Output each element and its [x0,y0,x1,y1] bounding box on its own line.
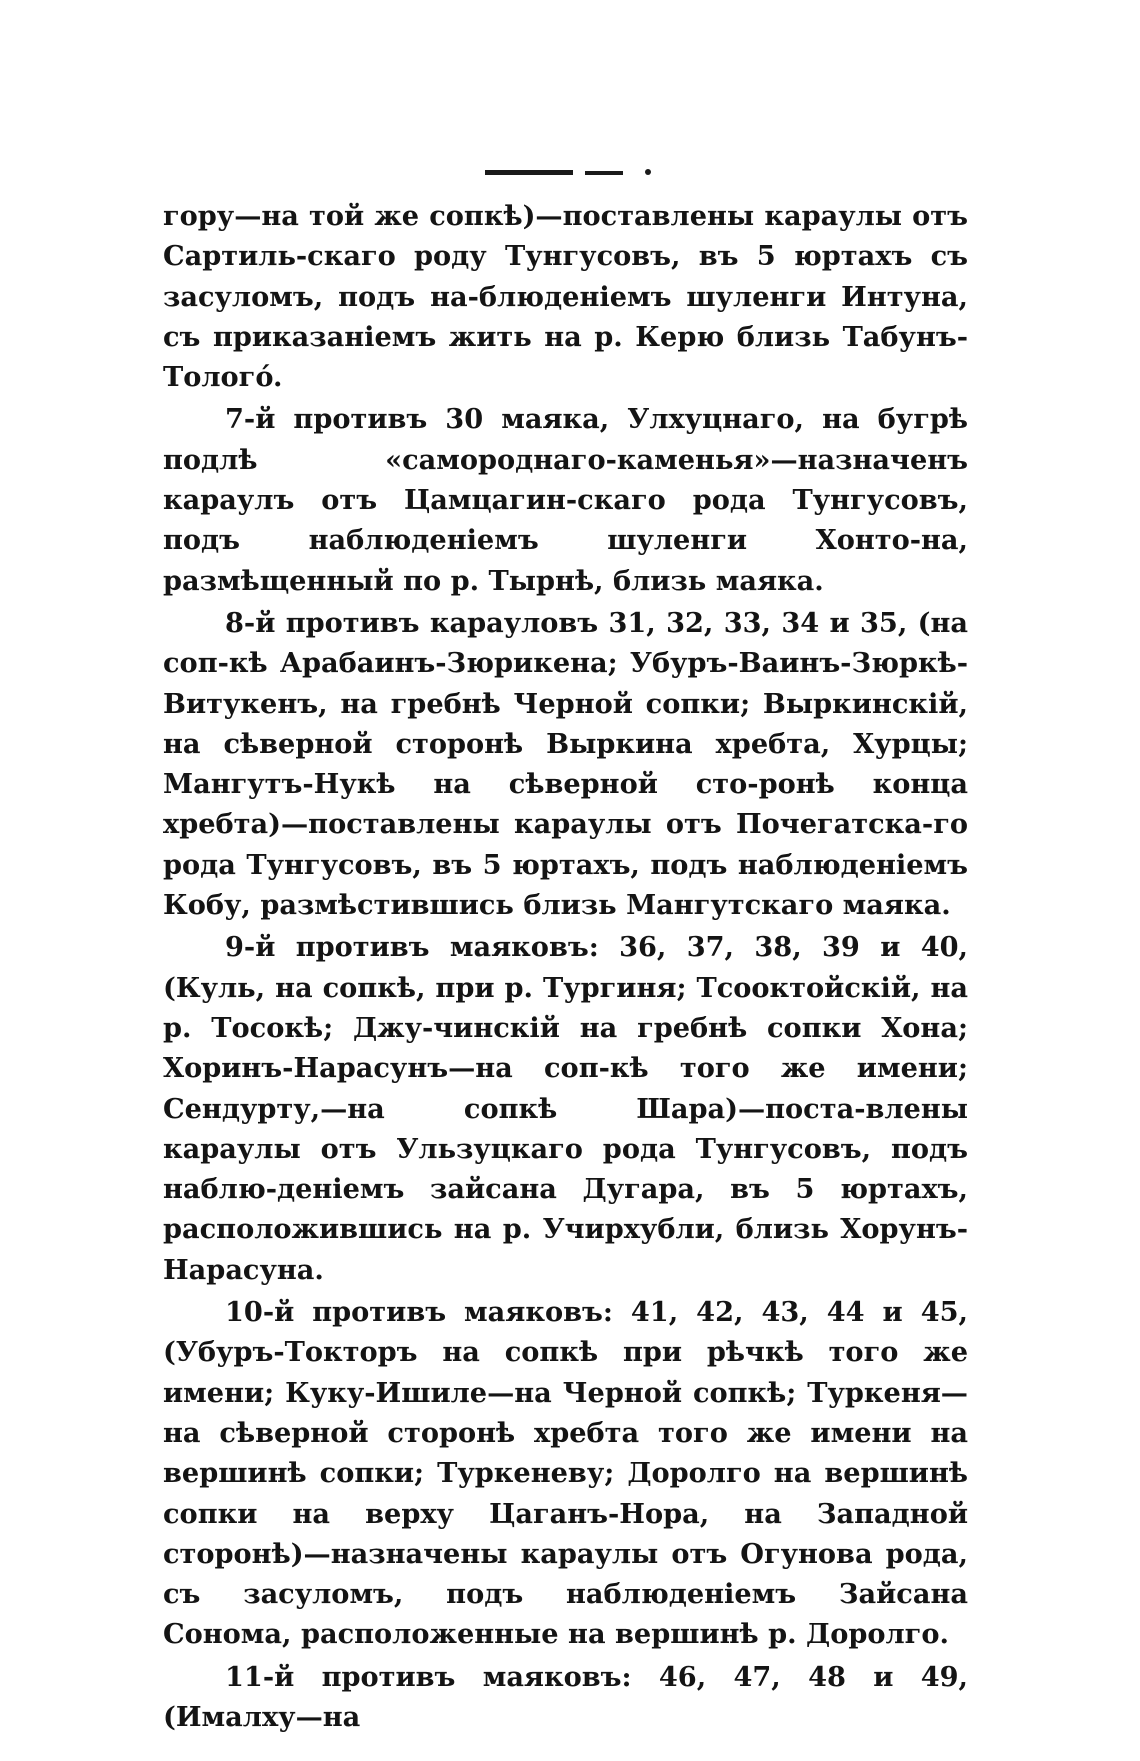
paragraph-3: 8-й противъ карауловъ 31, 32, 33, 34 и 35, (на соп-кѣ Арабаинъ-Зюрикена; Убуръ-Ваинъ-Зюркѣ-Витукенъ, на гребнѣ Черной сопки; Выркинскій, на сѣверной сторонѣ Выркина хребта, Хурцы; Мангутъ-Нукѣ на сѣверной сто-ронѣ конца хребта)—поставлены караулы отъ Почегатска-го рода Тунгусовъ, въ 5 юртахъ, подъ наблюденіемъ Кобу, размѣстившись близь Мангутскаго маяка. [163,606,968,922]
paragraph-2: 7-й противъ 30 маяка, Улхуцнаго, на бугрѣ подлѣ «самороднаго-каменья»—назначенъ караулъ отъ Цамцагин-скаго рода Тунгусовъ, подъ наблюденіемъ шуленги Хонто-на, размѣщенный по р. Тырнѣ, близь маяка. [163,403,968,597]
paragraph-6: 11-й противъ маяковъ: 46, 47, 48 и 49, (Ималху—на [163,1660,968,1733]
page-body-text [163,196,968,1737]
paragraph-1: гору—на той же сопкѣ)—поставлены караулы отъ Сартиль-скаго роду Тунгусовъ, въ 5 юртахъ съ засуломъ, подъ на-блюденіемъ шуленги Интуна, съ приказаніемъ жить на р. Керю близь Табунъ-Тологó. [163,200,968,394]
header-rule-segment [585,171,623,175]
paragraph-5: 10-й противъ маяковъ: 41, 42, 43, 44 и 45, (Убуръ-Токторъ на сопкѣ при рѣчкѣ того же имени; Куку-Ишиле—на Черной сопкѣ; Туркеня—на сѣверной сторонѣ хребта того же имени на вершинѣ сопки; Туркеневу; Доролго на вершинѣ сопки на верху Цаганъ-Нора, на Западной сторонѣ)—назначены караулы отъ Огунова рода, съ засуломъ, подъ наблюденіемъ Зайсана Сонома, расположенные на вершинѣ р. Доролго. [163,1296,968,1651]
header-rule-segment [485,170,573,175]
paragraph-4: 9-й противъ маяковъ: 36, 37, 38, 39 и 40, (Куль, на сопкѣ, при р. Тургиня; Тсооктойскій, на р. Тосокѣ; Джу-чинскій на гребнѣ сопки Хона; Хоринъ-Нарасунъ—на соп-кѣ того же имени; Сендурту,—на сопкѣ Шара)—поста-влены караулы отъ Ульзуцкаго рода Тунгусовъ, подъ наблю-деніемъ зайсана Дугара, въ 5 юртахъ, расположившись на р. Учирхубли, близь Хорунъ-Нарасуна. [163,931,968,1286]
page-header-rule [485,168,633,178]
header-rule-dot [645,169,651,175]
